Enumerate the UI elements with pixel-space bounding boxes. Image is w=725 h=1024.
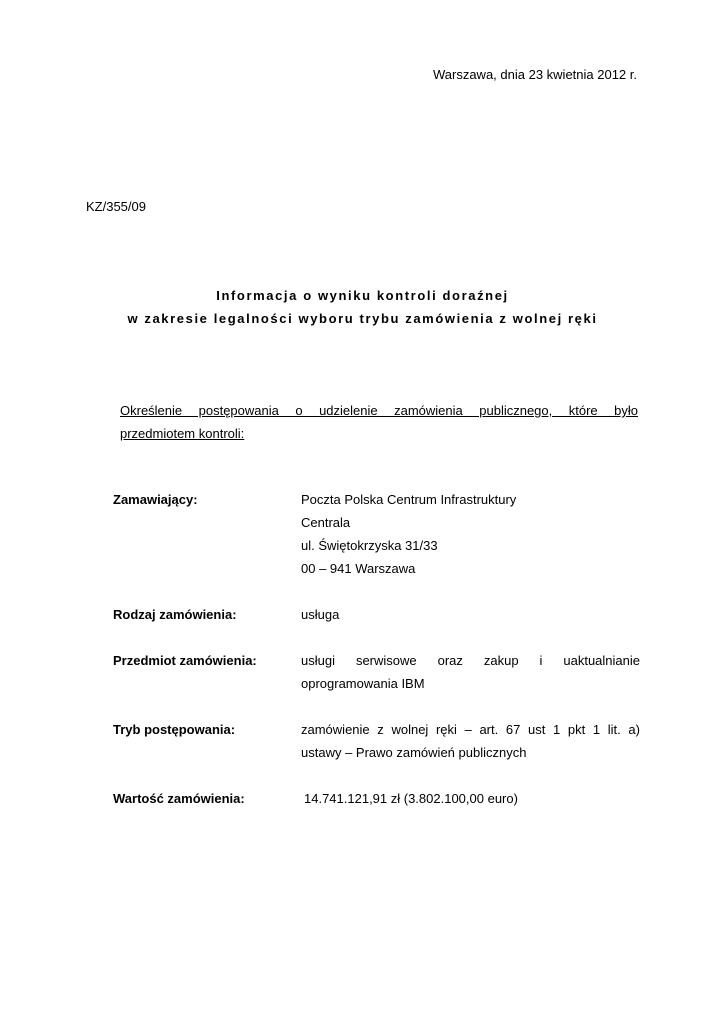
reference-number: KZ/355/09 <box>86 199 146 214</box>
subject-heading-line-1: Określenie postępowania o udzielenie zamówienia publicznego, które było <box>120 403 638 418</box>
value-wartosc: 14.741.121,91 zł (3.802.100,00 euro) <box>304 791 518 806</box>
row-wartosc <box>113 787 640 810</box>
label-rodzaj: Rodzaj zamówienia: <box>113 607 237 622</box>
row-przedmiot <box>113 649 640 695</box>
value-tryb <box>301 718 640 764</box>
title-line-1: Informacja o wyniku kontroli doraźnej <box>216 288 509 303</box>
subject-heading-line-2: przedmiotem kontroli: <box>120 426 245 441</box>
zamawiajacy-street: ul. Świętokrzyska 31/33 <box>301 538 438 553</box>
label-tryb: Tryb postępowania: <box>113 722 236 737</box>
title-line-2: w zakresie legalności wyboru trybu zamówienia z wolnej ręki <box>127 311 598 326</box>
przedmiot-line-2: oprogramowania IBM <box>301 676 425 691</box>
przedmiot-line-1: usługi serwisowe oraz zakup i uaktualnianie <box>301 653 640 668</box>
row-zamawiajacy <box>113 488 640 580</box>
details-section <box>113 488 640 833</box>
value-przedmiot <box>301 649 640 695</box>
subject-heading <box>120 399 638 445</box>
zamawiajacy-unit: Centrala <box>301 515 351 530</box>
row-rodzaj <box>113 603 640 626</box>
value-rodzaj: usługa <box>301 607 340 622</box>
label-przedmiot: Przedmiot zamówienia: <box>113 653 257 668</box>
label-zamawiajacy: Zamawiający: <box>113 492 198 507</box>
zamawiajacy-name: Poczta Polska Centrum Infrastruktury <box>301 492 517 507</box>
document-title <box>0 284 725 330</box>
zamawiajacy-city: 00 – 941 Warszawa <box>301 561 416 576</box>
document-date: Warszawa, dnia 23 kwietnia 2012 r. <box>432 67 637 82</box>
tryb-line-2: ustawy – Prawo zamówień publicznych <box>301 745 527 760</box>
label-wartosc: Wartość zamówienia: <box>113 791 245 806</box>
tryb-line-1: zamówienie z wolnej ręki – art. 67 ust 1 pkt 1 lit. a) <box>301 722 640 737</box>
row-tryb <box>113 718 640 764</box>
value-zamawiajacy <box>301 488 640 580</box>
